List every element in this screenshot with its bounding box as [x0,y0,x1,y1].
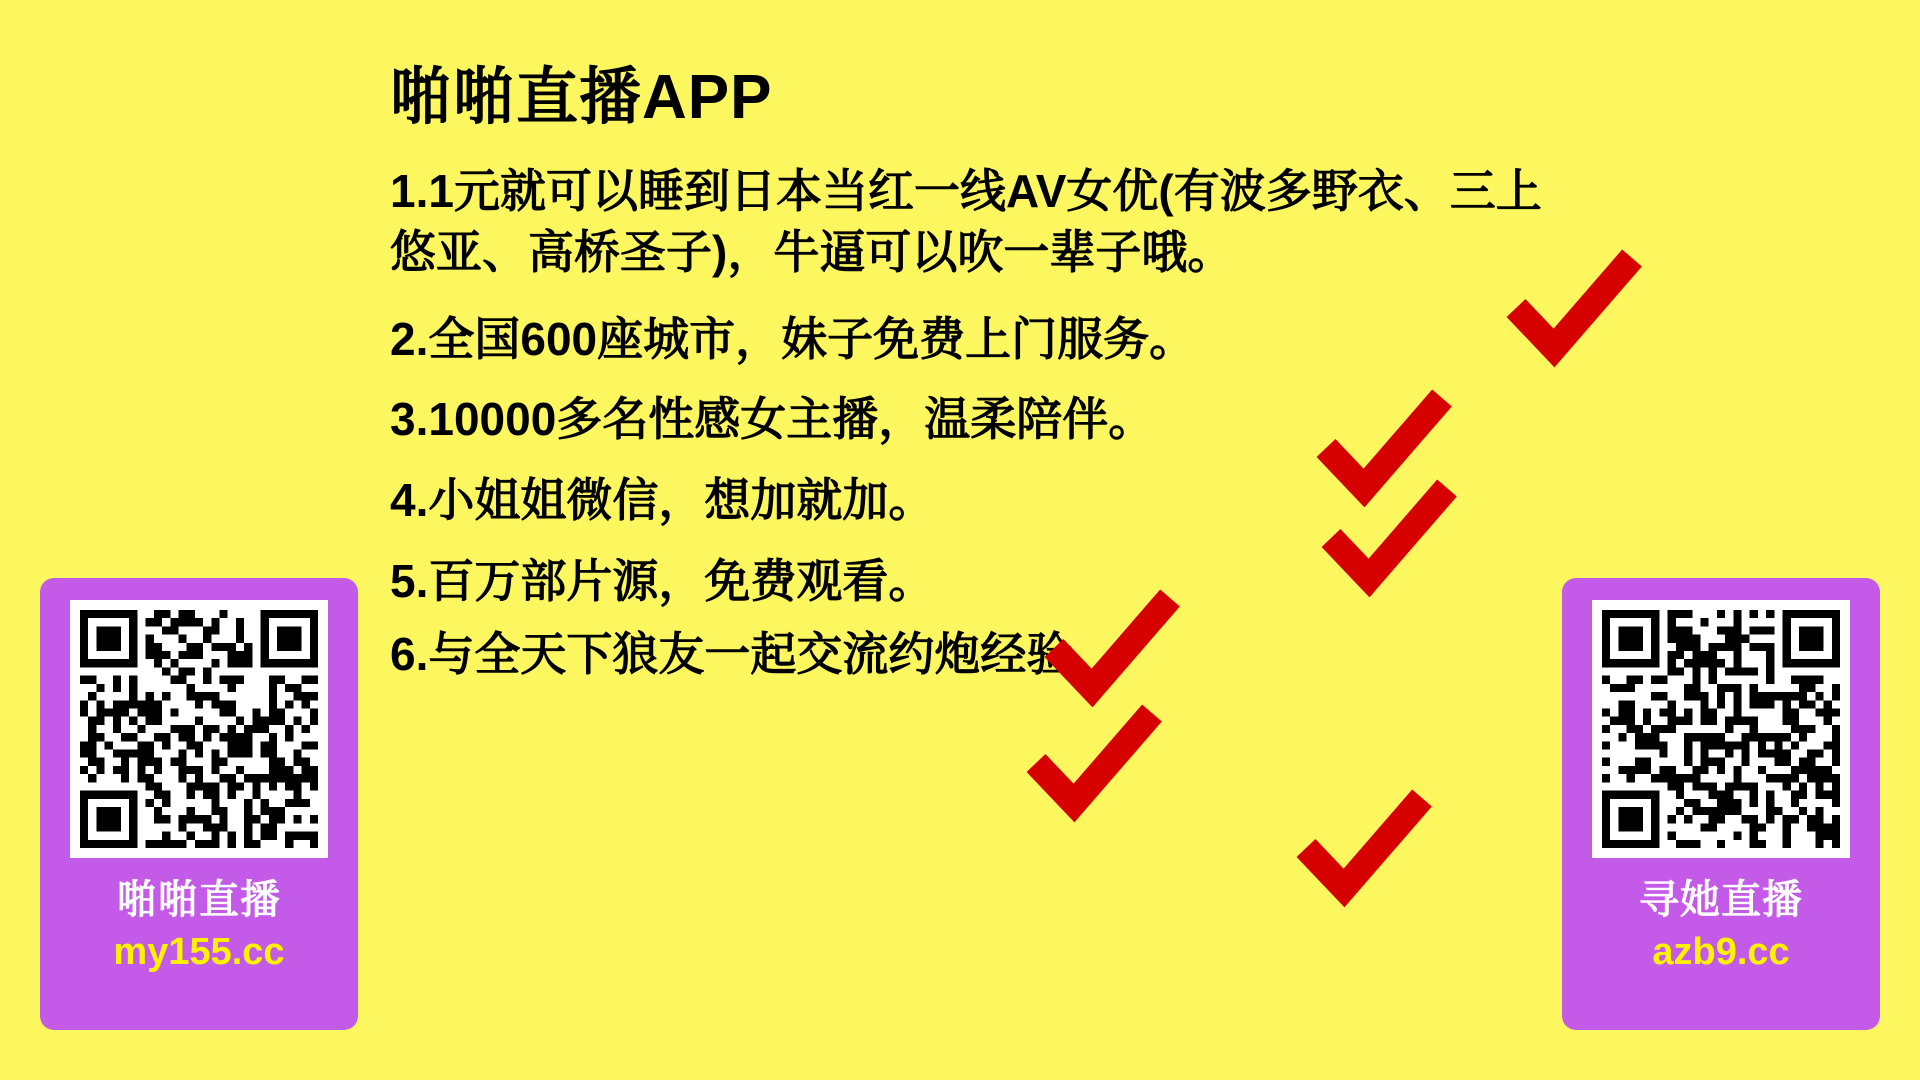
check-mark-icon [1300,790,1430,900]
promo-line-3: 3.10000多名性感女主播，温柔陪伴。 [390,393,1155,446]
promo-line-6: 6.与全天下狼友一起交流约炮经验。 [390,627,1119,680]
promo-line-5: 5.百万部片源，免费观看。 [390,554,935,607]
qr-card-right[interactable] [1562,578,1880,1030]
page-title: 啪啪直播APP [390,63,773,132]
qr-code-image [80,610,318,848]
check-mark-icon [1030,705,1160,815]
qr-card-right-name: 寻她直播 [1639,878,1803,922]
promo-line-4: 4.小姐姐微信，想加就加。 [390,474,935,527]
qr-card-left[interactable] [40,578,358,1030]
qr-code-icon [1592,600,1850,858]
promo-line-1: 1.1元就可以睡到日本当红一线AV女优(有波多野衣、三上悠亚、高桥圣子)，牛逼可以吹一辈子哦。 [390,165,1542,279]
promo-line-2: 2.全国600座城市，妹子免费上门服务。 [390,312,1196,365]
qr-card-left-url[interactable]: my155.cc [113,931,285,973]
qr-code-icon [70,600,328,858]
qr-card-left-name: 啪啪直播 [117,878,281,922]
qr-code-image [1602,610,1840,848]
qr-card-right-url[interactable]: azb9.cc [1652,931,1790,973]
